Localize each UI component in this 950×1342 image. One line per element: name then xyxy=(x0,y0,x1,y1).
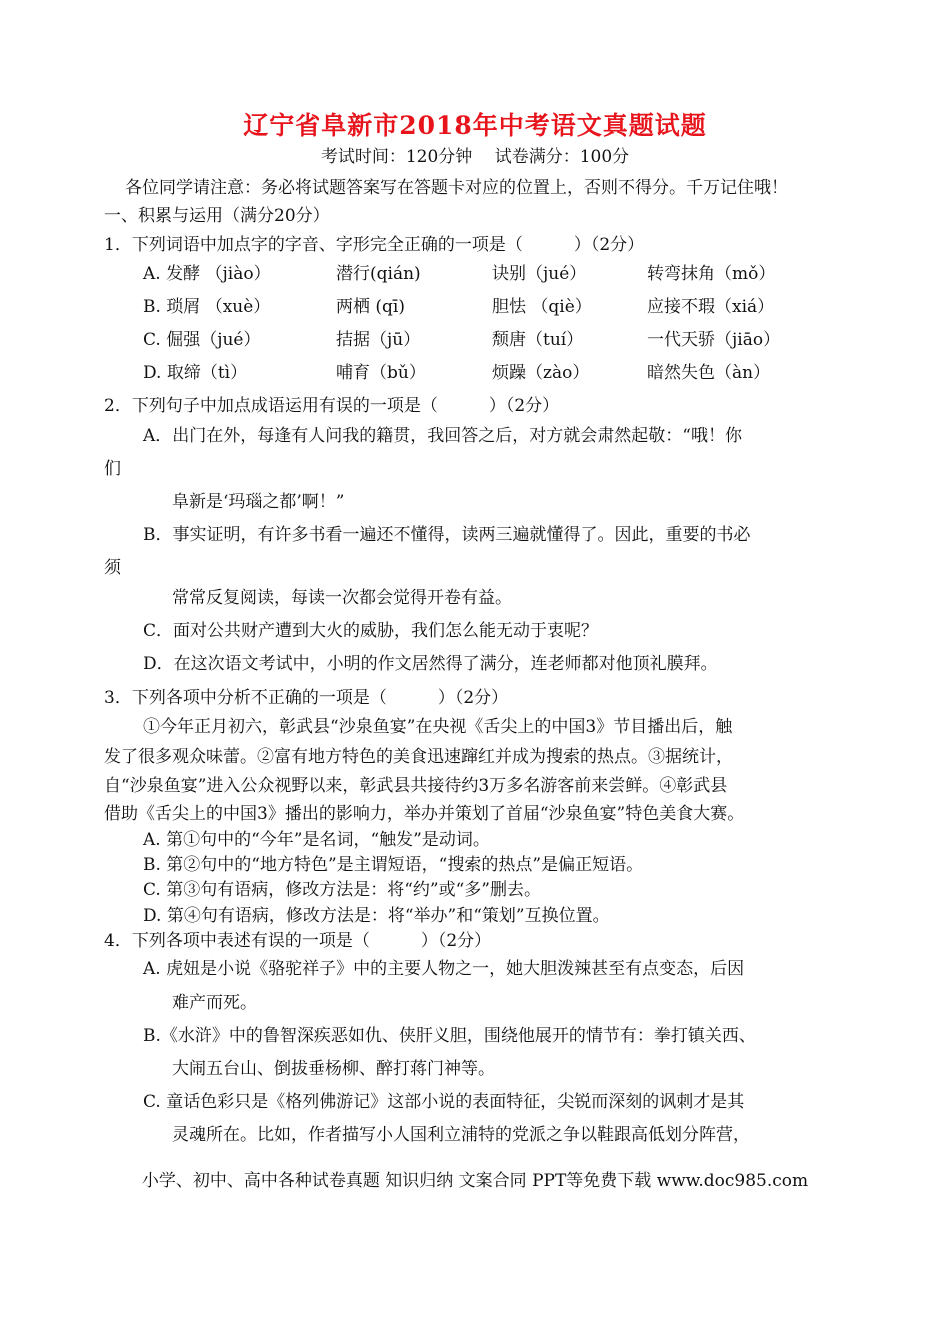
page-title: 辽宁省阜新市2018年中考语文真题试题 xyxy=(243,111,707,140)
q2-option-a-line2: 们 xyxy=(104,459,121,479)
footer-text: 小学、初中、高中各种试卷真题 知识归纳 文案合同 PPT等免费下载 www.doc985.com xyxy=(141,1171,809,1191)
q1-option-c-3: 颓唐（tuí） xyxy=(492,330,584,350)
q2-option-b-line3: 常常反复阅读，每读一次都会觉得开卷有益。 xyxy=(172,588,512,608)
q4-option-a-line2: 难产而死。 xyxy=(172,993,257,1013)
q4-option-c-line2: 灵魂所在。比如，作者描写小人国利立浦特的党派之争以鞋跟高低划分阵营， xyxy=(172,1125,750,1145)
q1-option-b-1: B. 琐屑 （xuè） xyxy=(143,297,271,317)
q1-option-a-1: A. 发酵 （jiào） xyxy=(143,264,271,284)
q3-option-b: B. 第②句中的“地方特色”是主谓短语，“搜索的热点”是偏正短语。 xyxy=(143,855,644,875)
q1-option-c-1: C. 倔强（jué） xyxy=(143,330,261,350)
q1-option-d-1: D. 取缔（tì） xyxy=(143,363,248,383)
question-1-stem: 1．下列词语中加点字的字音、字形完全正确的一项是（ ）（2分） xyxy=(104,235,645,255)
q3-passage-line3: 自“沙泉鱼宴”进入公众视野以来，彰武县共接待约3万多名游客前来尝鲜。④彰武县 xyxy=(104,776,728,796)
q4-option-b-line1: B.《水浒》中的鲁智深疾恶如仇、侠肝义胆，围绕他展开的情节有：拳打镇关西、 xyxy=(143,1026,756,1046)
q2-option-a-line3: 阜新是‘玛瑙之都’啊！” xyxy=(172,492,345,512)
q1-option-b-4: 应接不瑕（xiá） xyxy=(647,297,775,317)
exam-info: 考试时间：120分钟 试卷满分：100分 xyxy=(320,147,630,167)
q1-option-d-4: 暗然失色（àn） xyxy=(647,363,771,383)
q4-option-a-line1: A. 虎妞是小说《骆驼祥子》中的主要人物之一，她大胆泼辣甚至有点变态，后因 xyxy=(143,959,745,979)
q4-option-b-line2: 大闹五台山、倒拔垂杨柳、醉打蒋门神等。 xyxy=(172,1059,495,1079)
q1-option-b-3: 胆怯 （qiè） xyxy=(492,297,592,317)
section-heading: 一、积累与运用（满分20分） xyxy=(104,206,330,226)
q1-option-c-2: 拮据（jū） xyxy=(336,330,421,350)
q3-option-c: C. 第③句有语病，修改方法是：将“约”或“多”删去。 xyxy=(143,880,541,900)
q1-option-a-3: 诀别（jué） xyxy=(492,264,587,284)
question-3-stem: 3．下列各项中分析不正确的一项是（ ）（2分） xyxy=(104,688,509,708)
q3-passage-line2: 发了很多观众味蕾。②富有地方特色的美食迅速蹿红并成为搜索的热点。③据统计， xyxy=(104,747,733,767)
q2-option-b-line1: B．事实证明，有许多书看一遍还不懂得，读两三遍就懂得了。因此，重要的书必 xyxy=(143,525,751,545)
q1-option-b-2: 两栖 (qī) xyxy=(336,297,405,317)
q2-option-c: C．面对公共财产遭到大火的威胁，我们怎么能无动于衷呢？ xyxy=(143,621,599,641)
q4-option-c-line1: C. 童话色彩只是《格列佛游记》这部小说的表面特征，尖锐而深刻的讽刺才是其 xyxy=(143,1092,745,1112)
q2-option-a-line1: A．出门在外，每逢有人问我的籍贯，我回答之后，对方就会肃然起敬：“哦！你 xyxy=(143,426,742,446)
question-2-stem: 2．下列句子中加点成语运用有误的一项是（ ）（2分） xyxy=(104,396,560,416)
q1-option-d-2: 哺育（bǔ） xyxy=(336,363,426,383)
q3-option-a: A. 第①句中的“今年”是名词，“触发”是动词。 xyxy=(143,830,490,850)
q3-option-d: D. 第④句有语病，修改方法是：将“举办”和“策划”互换位置。 xyxy=(143,906,610,926)
q1-option-a-2: 潜行(qián) xyxy=(336,264,421,284)
question-4-stem: 4．下列各项中表述有误的一项是（ ）（2分） xyxy=(104,931,492,951)
q1-option-c-4: 一代天骄（jiāo） xyxy=(647,330,781,350)
q2-option-b-line2: 须 xyxy=(104,558,121,578)
q1-option-a-4: 转弯抹角（mǒ） xyxy=(647,264,776,284)
q1-option-d-3: 烦躁（zào） xyxy=(492,363,590,383)
q2-option-d: D．在这次语文考试中，小明的作文居然得了满分，连老师都对他顶礼膜拜。 xyxy=(143,654,718,674)
q3-passage-line1: ①今年正月初六，彰武县“沙泉鱼宴”在央视《舌尖上的中国3》节目播出后，触 xyxy=(143,717,733,737)
q3-passage-line4: 借助《舌尖上的中国3》播出的影响力，举办并策划了首届“沙泉鱼宴”特色美食大赛。 xyxy=(104,804,745,824)
notice-text: 各位同学请注意：务必将试题答案写在答题卡对应的位置上，否则不得分。千万记住哦！ xyxy=(125,178,788,198)
